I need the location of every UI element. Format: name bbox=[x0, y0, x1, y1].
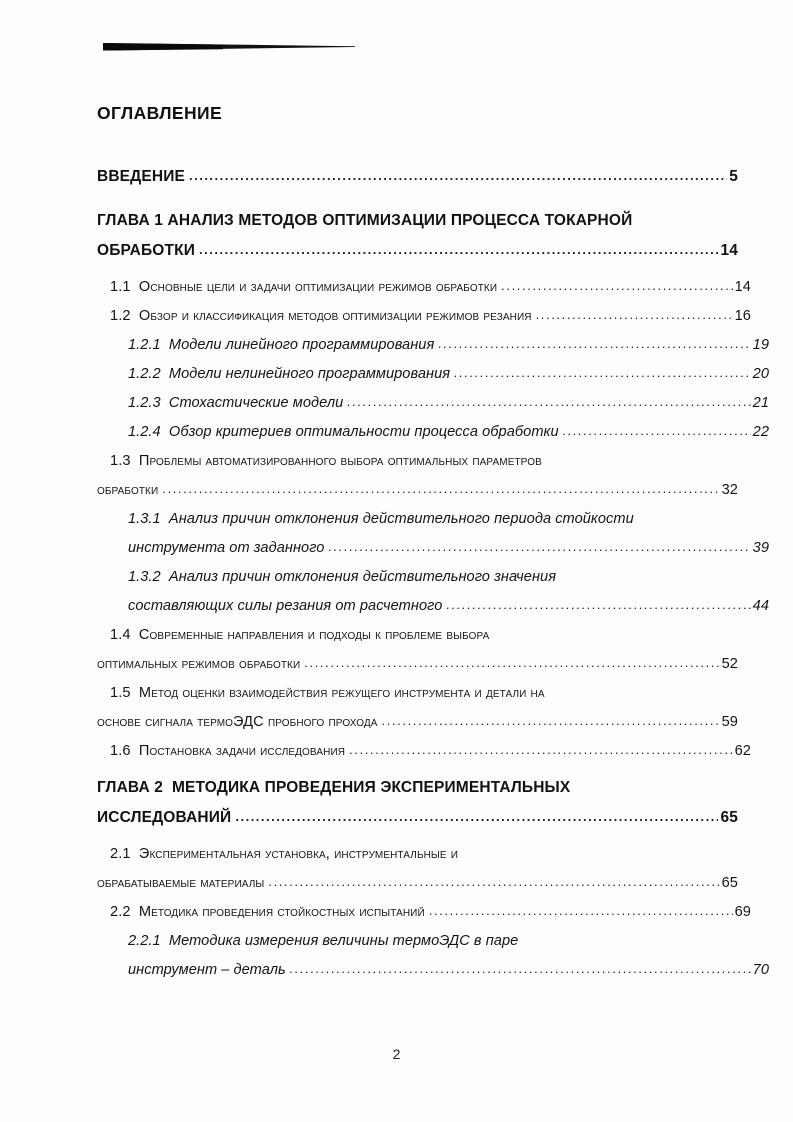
toc-entry-continuation bbox=[97, 714, 738, 743]
toc-entry-line bbox=[97, 395, 769, 424]
toc-entry-page-number: 70 bbox=[752, 962, 769, 978]
toc-entry-line bbox=[97, 308, 751, 337]
toc-entry-page-number: 65 bbox=[721, 875, 738, 891]
toc-entry-number: 2.1 bbox=[110, 846, 139, 862]
toc-entry-line bbox=[97, 511, 769, 540]
toc-dot-leader bbox=[199, 242, 718, 257]
toc-entry-number: 1.3.1 bbox=[128, 511, 169, 527]
toc-entry-continuation bbox=[97, 598, 769, 627]
toc-entry[interactable] bbox=[97, 395, 769, 424]
toc-dot-leader bbox=[162, 481, 719, 496]
toc-entry-continuation bbox=[97, 962, 769, 991]
toc-entry[interactable] bbox=[97, 904, 751, 933]
toc-entry-page-number: 69 bbox=[734, 904, 751, 920]
footer-page-number: 2 bbox=[392, 1046, 401, 1062]
toc-dot-leader bbox=[304, 655, 719, 670]
toc-entry-line bbox=[97, 846, 751, 875]
toc-entry-title: Стохастические модели bbox=[168, 395, 344, 411]
toc-dot-leader bbox=[563, 423, 751, 438]
toc-entry-title: обрабатываемые материалы bbox=[97, 875, 265, 891]
toc-entry-number: 1.2.3 bbox=[128, 395, 169, 411]
toc-entry-title: Модели нелинейного программирования bbox=[168, 366, 451, 382]
toc-entry-line bbox=[97, 779, 738, 809]
toc-dot-leader bbox=[536, 307, 733, 322]
toc-entry[interactable] bbox=[97, 569, 769, 627]
toc-dot-leader bbox=[438, 336, 750, 351]
toc-entry[interactable] bbox=[97, 424, 769, 453]
page-title: ОГЛАВЛЕНИЕ bbox=[97, 103, 223, 123]
toc-entry[interactable] bbox=[97, 627, 738, 685]
toc-entry-continuation bbox=[97, 540, 769, 569]
toc-entry[interactable] bbox=[97, 779, 738, 839]
toc-entry[interactable] bbox=[97, 685, 738, 743]
toc-entry-number: 2.2 bbox=[110, 904, 139, 920]
toc-entry-title: Методика проведения стойкостных испытаний bbox=[138, 904, 425, 920]
toc-entry-title: Экспериментальная установка, инструментальные и bbox=[138, 846, 459, 862]
toc-spacer bbox=[97, 772, 738, 779]
toc-entry-title: Обзор и классификация методов оптимизации режимов резания bbox=[138, 308, 532, 324]
toc-dot-leader bbox=[347, 394, 750, 409]
toc-entry-title: инструмента от заданного bbox=[128, 540, 325, 556]
toc-entry-line bbox=[97, 212, 738, 242]
toc-entry-number: 1.5 bbox=[110, 685, 139, 701]
toc-spacer bbox=[97, 839, 738, 846]
toc-dot-leader bbox=[382, 713, 720, 728]
toc-entry-continuation bbox=[97, 809, 738, 839]
toc-entry-title: ИССЛЕДОВАНИЙ bbox=[97, 809, 232, 826]
toc-entry-title: Анализ причин отклонения действительного периода стойкости bbox=[168, 511, 634, 527]
toc-entry-number: 1.2 bbox=[110, 308, 139, 324]
toc-entry-page-number: 14 bbox=[734, 279, 751, 295]
toc-entry-title: инструмент – деталь bbox=[128, 962, 286, 978]
toc-entry-page-number: 44 bbox=[752, 598, 769, 614]
toc-entry[interactable] bbox=[97, 308, 751, 337]
toc-entry-page-number: 22 bbox=[752, 424, 769, 440]
toc-entry-continuation bbox=[97, 242, 738, 272]
toc-entry[interactable] bbox=[97, 279, 751, 308]
toc-dot-leader bbox=[446, 597, 750, 612]
toc-entry-title: Анализ причин отклонения действительного значения bbox=[168, 569, 557, 585]
toc-dot-leader bbox=[328, 539, 750, 554]
toc-entry-page-number: 39 bbox=[752, 540, 769, 556]
toc-entry-line bbox=[97, 453, 751, 482]
toc-entry-line bbox=[97, 904, 751, 933]
toc-dot-leader bbox=[268, 874, 719, 889]
toc-dot-leader bbox=[235, 809, 718, 824]
table-of-contents bbox=[97, 168, 769, 991]
toc-entry-title: ГЛАВА 2 МЕТОДИКА ПРОВЕДЕНИЯ ЭКСПЕРИМЕНТАЛЬНЫХ bbox=[97, 779, 571, 796]
toc-entry-page-number: 52 bbox=[721, 656, 738, 672]
toc-entry-line bbox=[97, 366, 769, 395]
toc-entry-line bbox=[97, 279, 751, 308]
toc-entry-continuation bbox=[97, 875, 738, 904]
toc-entry[interactable] bbox=[97, 846, 738, 904]
toc-entry-number: 1.3.2 bbox=[128, 569, 169, 585]
toc-entry-page-number: 32 bbox=[721, 482, 738, 498]
toc-entry-title: составляющих силы резания от расчетного bbox=[128, 598, 443, 614]
toc-spacer bbox=[97, 198, 738, 212]
toc-entry-line bbox=[97, 168, 738, 198]
toc-dot-leader bbox=[454, 365, 751, 380]
toc-entry[interactable] bbox=[97, 933, 769, 991]
toc-entry-title: обработки bbox=[97, 482, 159, 498]
toc-entry-title: Проблемы автоматизированного выбора оптимальных параметров bbox=[138, 453, 542, 469]
toc-entry-number: 1.2.1 bbox=[128, 337, 169, 353]
toc-entry[interactable] bbox=[97, 453, 738, 511]
toc-dot-leader bbox=[429, 903, 733, 918]
toc-entry-number: 1.2.2 bbox=[128, 366, 169, 382]
toc-entry-title: оптимальных режимов обработки bbox=[97, 656, 301, 672]
toc-entry-title: Модели линейного программирования bbox=[168, 337, 435, 353]
toc-entry-page-number: 16 bbox=[734, 308, 751, 324]
toc-entry[interactable] bbox=[97, 743, 751, 772]
toc-entry-title: ОБРАБОТКИ bbox=[97, 242, 195, 259]
toc-entry-title: Метод оценки взаимодействия режущего инструмента и детали на bbox=[138, 685, 545, 701]
toc-entry-title: Постановка задачи исследования bbox=[138, 743, 346, 759]
toc-entry-title: ГЛАВА 1 АНАЛИЗ МЕТОДОВ ОПТИМИЗАЦИИ ПРОЦЕССА ТОКАРНОЙ bbox=[97, 212, 633, 229]
toc-entry-title: Обзор критериев оптимальности процесса обработки bbox=[168, 424, 559, 440]
toc-entry-continuation bbox=[97, 656, 738, 685]
toc-entry-number: 2.2.1 bbox=[128, 933, 169, 949]
toc-entry-number: 1.4 bbox=[110, 627, 139, 643]
toc-entry-line bbox=[97, 424, 769, 453]
toc-entry-page-number: 65 bbox=[720, 809, 738, 826]
toc-entry-title: Современные направления и подходы к проблеме выбора bbox=[138, 627, 490, 643]
toc-entry-page-number: 59 bbox=[721, 714, 738, 730]
toc-dot-leader bbox=[189, 168, 727, 183]
toc-entry-title: Методика измерения величины термоЭДС в паре bbox=[168, 933, 519, 949]
toc-entry-page-number: 62 bbox=[734, 743, 751, 759]
toc-entry-title: основе сигнала термоЭДС пробного прохода bbox=[97, 714, 378, 730]
toc-entry-page-number: 19 bbox=[752, 337, 769, 353]
toc-entry[interactable] bbox=[97, 366, 769, 395]
tapered-rule-ornament bbox=[103, 41, 355, 53]
toc-entry-title: ВВЕДЕНИЕ bbox=[97, 168, 185, 185]
toc-dot-leader bbox=[501, 278, 732, 293]
toc-entry-page-number: 21 bbox=[752, 395, 769, 411]
toc-dot-leader bbox=[290, 961, 751, 976]
toc-entry-line bbox=[97, 743, 751, 772]
toc-entry-continuation bbox=[97, 482, 738, 511]
toc-entry-line bbox=[97, 685, 751, 714]
toc-dot-leader bbox=[349, 742, 733, 757]
toc-entry[interactable] bbox=[97, 511, 769, 569]
toc-entry-line bbox=[97, 933, 769, 962]
toc-entry-number: 1.3 bbox=[110, 453, 139, 469]
toc-entry[interactable] bbox=[97, 212, 738, 272]
toc-entry-line bbox=[97, 627, 751, 656]
toc-entry[interactable] bbox=[97, 168, 738, 198]
toc-entry-number: 1.1 bbox=[110, 279, 139, 295]
toc-entry-number: 1.2.4 bbox=[128, 424, 169, 440]
toc-entry-number: 1.6 bbox=[110, 743, 139, 759]
toc-entry-title: Основные цели и задачи оптимизации режимов обработки bbox=[138, 279, 498, 295]
toc-entry-line bbox=[97, 337, 769, 366]
toc-entry[interactable] bbox=[97, 337, 769, 366]
toc-entry-page-number: 20 bbox=[752, 366, 769, 382]
toc-entry-line bbox=[97, 569, 769, 598]
toc-entry-page-number: 14 bbox=[720, 242, 738, 259]
toc-entry-page-number: 5 bbox=[729, 168, 738, 185]
